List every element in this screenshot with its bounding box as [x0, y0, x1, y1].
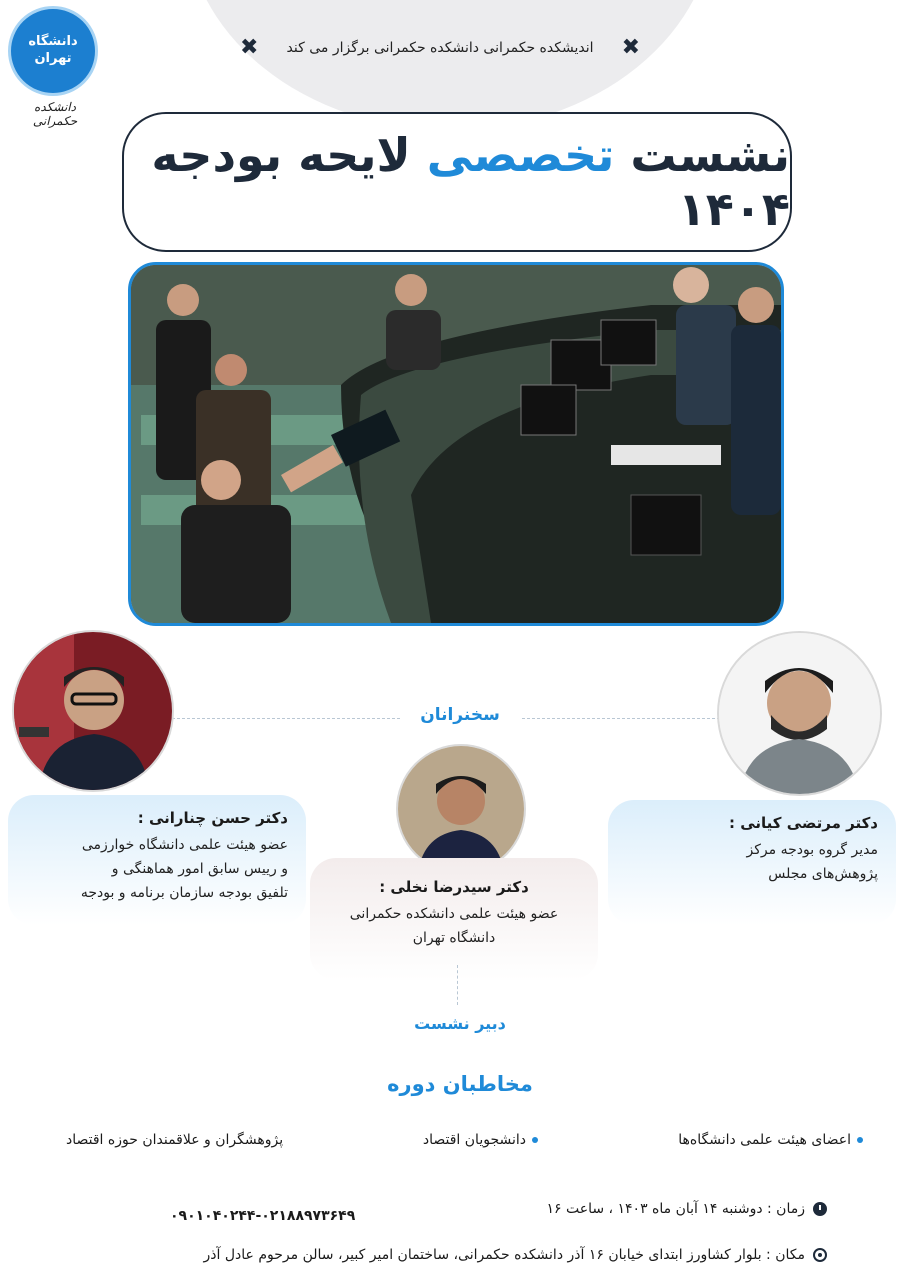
- audience-item: دانشجویان اقتصاد: [423, 1132, 538, 1148]
- title-box: [122, 112, 792, 252]
- audience-heading: مخاطبان دوره: [387, 1072, 533, 1096]
- host-line: [240, 36, 640, 60]
- title-part-2: تخصصی: [426, 128, 615, 182]
- moderator-connector-line: [457, 965, 458, 1005]
- event-time: زمان : دوشنبه ۱۴ آبان ماه ۱۴۰۳ ، ساعت ۱۶: [547, 1201, 828, 1217]
- x-mark-icon: ✖: [240, 35, 259, 60]
- title-part-1: نشست: [630, 128, 790, 182]
- event-location: مکان : بلوار کشاورز ابتدای خیابان ۱۶ آذر دانشکده حکمرانی، ساختمان امیر کبیر، سالن مرحوم عادل آذر: [204, 1247, 827, 1263]
- title-part-3: لایحه بودجه: [151, 128, 411, 182]
- speaker-card-nakhli: [310, 858, 598, 980]
- host-text: اندیشکده حکمرانی دانشکده حکمرانی برگزار می کند: [286, 40, 594, 56]
- logo-text: دانشگاه تهران: [28, 34, 78, 66]
- parliament-photo: [128, 262, 784, 626]
- audience-item: پژوهشگران و علاقمندان حوزه اقتصاد: [66, 1132, 284, 1148]
- speaker-name: دکتر مرتضی کیانی :: [728, 814, 878, 832]
- speaker-desc: عضو هیئت علمی دانشکده حکمرانی دانشگاه تهران: [349, 906, 559, 946]
- university-logo: [8, 6, 98, 96]
- speaker-name: دکتر حسن چنارانی :: [137, 809, 288, 827]
- speaker-portrait-chenarani: [12, 630, 174, 792]
- moderator-label: دبیر نشست: [414, 1014, 506, 1033]
- contact-phones: ۰۹۰۱۰۴۰۲۴۴-۰۲۱۸۸۹۷۳۶۴۹: [170, 1208, 356, 1224]
- event-title: [124, 128, 790, 236]
- speaker-card-chenarani: [8, 795, 306, 925]
- speaker-card-kiani: [608, 800, 896, 925]
- speaker-desc: مدیر گروه بودجه مرکز پژوهش‌های مجلس: [746, 842, 878, 882]
- speaker-portrait-kiani: [717, 631, 882, 796]
- bullet-icon: [532, 1137, 538, 1143]
- clock-icon: [813, 1202, 827, 1216]
- location-pin-icon: [813, 1248, 827, 1262]
- audience-item: اعضای هیئت علمی دانشگاه‌ها: [678, 1132, 863, 1148]
- speakers-heading: سخنرانان: [400, 705, 520, 725]
- speaker-portrait-nakhli: [396, 744, 526, 874]
- logo-subtitle: دانشکده حکمرانی: [32, 100, 78, 128]
- x-mark-icon: ✖: [621, 35, 640, 60]
- bullet-icon: [857, 1137, 863, 1143]
- top-decorative-arc: [185, 0, 715, 130]
- speaker-desc: عضو هیئت علمی دانشگاه خوارزمی و رییس سابق امور هماهنگی و تلفیق بودجه سازمان برنامه و بودجه: [80, 837, 288, 901]
- speaker-name: دکتر سیدرضا نخلی :: [379, 878, 529, 896]
- title-part-4: ۱۴۰۴: [677, 182, 790, 236]
